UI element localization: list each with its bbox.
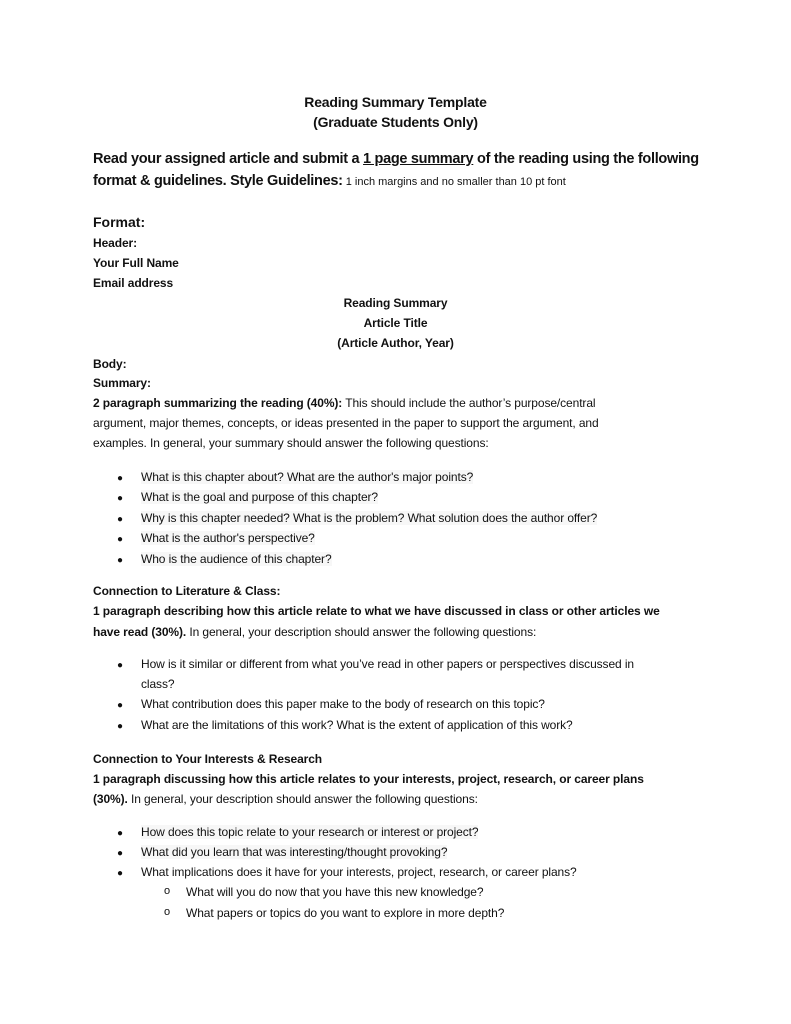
bullet-icon: ●: [117, 660, 124, 671]
bullet-icon: ●: [117, 534, 124, 545]
summary-paragraph-line-1: [93, 396, 595, 410]
center-article-author: (Article Author, Year): [337, 336, 454, 350]
sub-list-item: What will you do now that you have this new knowledge?: [186, 885, 484, 899]
list-item-text: What is this chapter about? What are the author's major points?: [141, 470, 474, 484]
list-item-text: Why is this chapter needed? What is the problem? What solution does the author offer?: [141, 511, 598, 525]
format-heading: Format:: [93, 214, 146, 230]
list-item-text: Who is the audience of this chapter?: [141, 552, 332, 566]
intro-line-1: [93, 151, 699, 167]
body-label: Body:: [93, 357, 127, 371]
email-label: Email address: [93, 276, 174, 290]
interests-rest: In general, your description should answer the following questions:: [127, 792, 478, 806]
full-name-label: Your Full Name: [93, 256, 179, 270]
interests-paragraph-line-1: 1 paragraph discussing how this article relates to your interests, project, research, or career plans: [93, 772, 644, 786]
list-item: How is it similar or different from what you’ve read in other papers or perspectives discussed in: [141, 657, 634, 671]
list-item-text: How does this topic relate to your research or interest or project?: [141, 825, 479, 839]
list-item: [141, 825, 478, 839]
list-item: What implications does it have for your interests, project, research, or career plans?: [141, 865, 577, 879]
center-reading-summary: Reading Summary: [343, 296, 448, 310]
list-item-text: What did you learn that was interesting/thought provoking?: [141, 845, 448, 859]
document-subtitle: (Graduate Students Only): [313, 114, 478, 130]
list-item: [141, 531, 315, 545]
literature-paragraph-line-2: [93, 625, 536, 639]
list-item-text: What is the author's perspective?: [141, 531, 315, 545]
bullet-icon: ●: [117, 473, 124, 484]
list-item: [141, 511, 597, 525]
sub-list-item: What papers or topics do you want to explore in more depth?: [186, 906, 505, 920]
document-title: Reading Summary Template: [304, 94, 487, 110]
bullet-icon: ●: [117, 868, 124, 879]
bullet-icon: ●: [117, 555, 124, 566]
intro-text-cont: of the reading using the following: [473, 151, 699, 167]
list-item: What contribution does this paper make to the body of research on this topic?: [141, 697, 545, 711]
literature-weight: have read (30%).: [93, 625, 187, 639]
list-item: [141, 490, 378, 504]
bullet-icon: ●: [117, 828, 124, 839]
literature-rest: In general, your description should answer the following questions:: [186, 625, 537, 639]
summary-paragraph-line-2: argument, major themes, concepts, or ideas presented in the paper to support the argument, and: [93, 416, 599, 430]
literature-heading: Connection to Literature & Class:: [93, 584, 281, 598]
list-item-continuation: class?: [141, 677, 175, 691]
intro-text: Read your assigned article and submit a: [93, 151, 364, 167]
list-item: [141, 470, 473, 484]
summary-paragraph-line-3: examples. In general, your summary should answer the following questions:: [93, 436, 489, 450]
list-item: What are the limitations of this work? What is the extent of application of this work?: [141, 718, 573, 732]
interests-paragraph-line-2: [93, 792, 478, 806]
list-item: [141, 845, 447, 859]
bullet-icon: ●: [117, 700, 124, 711]
summary-lead: 2 paragraph summarizing the reading (40%):: [93, 396, 343, 410]
intro-underlined: 1 page summary: [363, 151, 474, 167]
summary-label: Summary:: [93, 376, 151, 390]
list-item: [141, 552, 332, 566]
interests-heading: Connection to Your Interests & Research: [93, 752, 323, 766]
bullet-icon: ●: [117, 721, 124, 732]
sub-bullet-icon: o: [164, 885, 171, 897]
header-label: Header:: [93, 236, 137, 250]
style-guidelines-text: 1 inch margins and no smaller than 10 pt font: [342, 176, 566, 188]
sub-bullet-icon: o: [164, 906, 171, 918]
list-item-text: What is the goal and purpose of this chapter?: [141, 490, 378, 504]
summary-lead-rest: This should include the author’s purpose/central: [342, 396, 596, 410]
bullet-icon: ●: [117, 493, 124, 504]
literature-paragraph-line-1: 1 paragraph describing how this article relate to what we have discussed in class or other articles we: [93, 604, 660, 618]
bullet-icon: ●: [117, 848, 124, 859]
center-article-title: Article Title: [363, 316, 428, 330]
bullet-icon: ●: [117, 514, 124, 525]
interests-weight: (30%).: [93, 792, 128, 806]
style-guidelines-label: format & guidelines. Style Guidelines:: [93, 173, 343, 189]
intro-line-2: [93, 173, 566, 189]
